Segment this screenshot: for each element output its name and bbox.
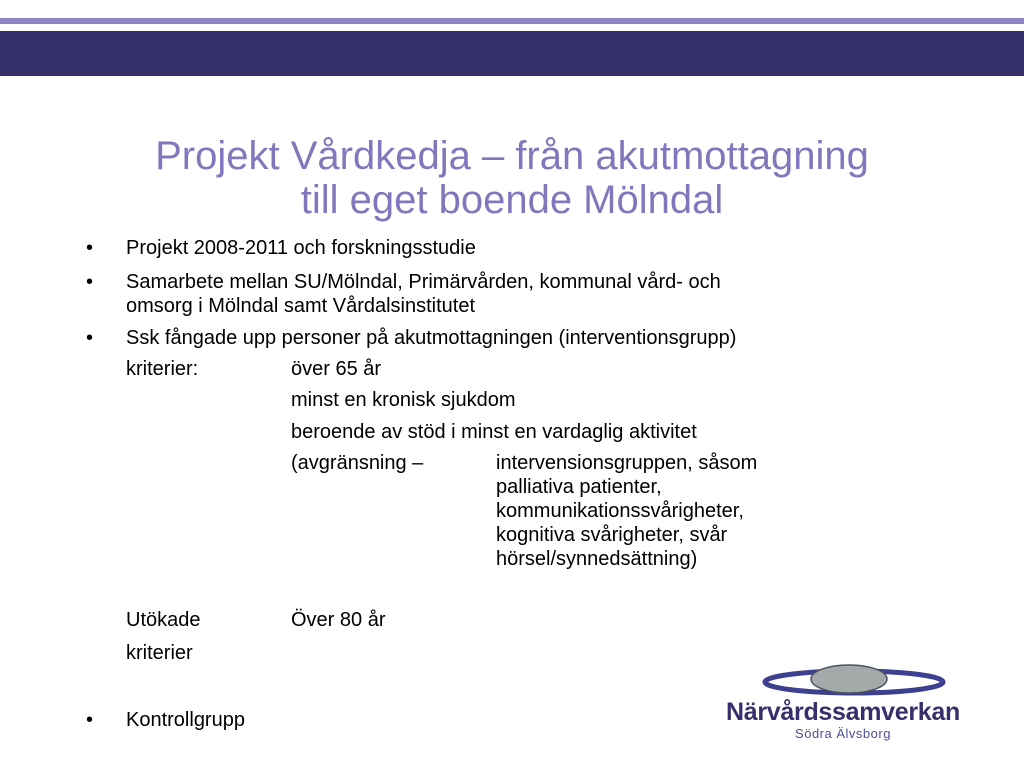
logo-ellipse-icon <box>708 662 978 702</box>
exclusion-line: kognitiva svårigheter, svår <box>496 524 728 546</box>
bullet-text-line-2: omsorg i Mölndal samt Vårdalsinstitutet <box>126 295 476 317</box>
bullet-text: Projekt 2008-2011 och forskningsstudie <box>126 237 476 259</box>
header-thin-band <box>0 18 1024 24</box>
bullet-marker: • <box>86 271 94 293</box>
bullet-marker: • <box>86 327 94 349</box>
exclusion-line: hörsel/synnedsättning) <box>496 548 698 570</box>
criteria-item: minst en kronisk sjukdom <box>291 389 516 411</box>
logo-name: Närvårdssamverkan <box>726 698 960 726</box>
criteria-label: kriterier: <box>126 358 199 380</box>
slide-title-line-1: Projekt Vårdkedja – från akutmottagning <box>155 134 869 178</box>
bullet-marker: • <box>86 237 94 259</box>
criteria-item: beroende av stöd i minst en vardaglig aktivitet <box>291 421 697 443</box>
organization-logo <box>708 662 978 747</box>
bullet-text: Ssk fångade upp personer på akutmottagningen (interventionsgrupp) <box>126 327 737 349</box>
slide-title <box>60 134 964 222</box>
exclusion-line: intervensionsgruppen, såsom <box>496 452 758 474</box>
extended-label-line-1: Utökade <box>126 609 201 631</box>
extended-label-line-2: kriterier <box>126 642 193 664</box>
header-band <box>0 31 1024 76</box>
exclusion-line: palliativa patienter, <box>496 476 662 498</box>
criteria-item: över 65 år <box>291 358 382 380</box>
slide-title-line-2: till eget boende Mölndal <box>300 178 724 222</box>
exclusion-text <box>496 451 916 571</box>
logo-subtitle: Södra Älvsborg <box>795 726 891 741</box>
bullet-marker: • <box>86 709 94 731</box>
extended-value: Över 80 år <box>291 609 386 631</box>
exclusion-label: (avgränsning – <box>291 452 424 474</box>
exclusion-line: kommunikationssvårigheter, <box>496 500 744 522</box>
bullet-text: Kontrollgrupp <box>126 709 245 731</box>
bullet-text-line-1: Samarbete mellan SU/Mölndal, Primärvården, kommunal vård- och <box>126 271 721 293</box>
